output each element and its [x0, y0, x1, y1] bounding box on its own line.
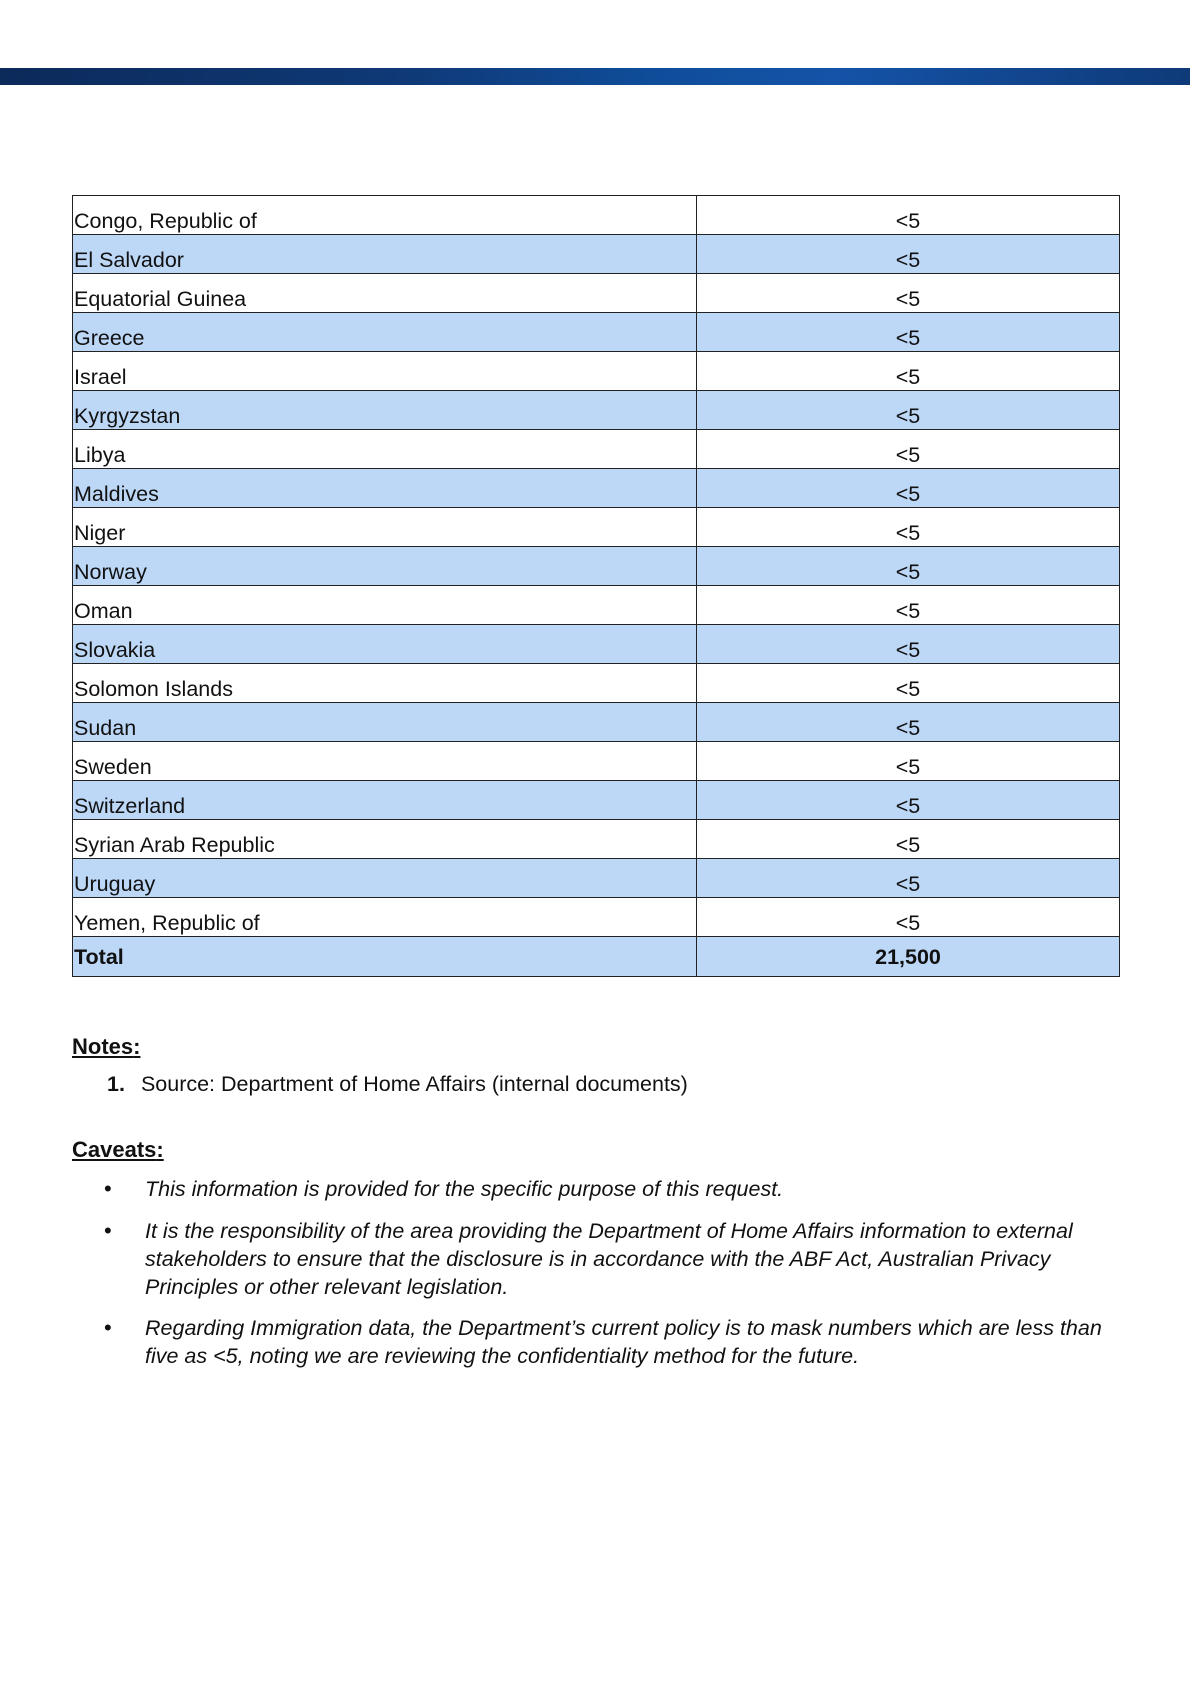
- table-row: [73, 820, 1120, 859]
- note-number: 1.: [107, 1072, 125, 1096]
- table-row: [73, 742, 1120, 781]
- table-row: [73, 664, 1120, 703]
- table-row: [73, 391, 1120, 430]
- value-cell: <5: [697, 742, 1120, 781]
- value-cell: <5: [697, 625, 1120, 664]
- country-cell: Greece: [73, 313, 697, 352]
- table-body: [73, 196, 1120, 977]
- caveats-heading: Caveats:: [72, 1137, 164, 1162]
- bullet-icon: •: [104, 1218, 112, 1243]
- table-row: [73, 235, 1120, 274]
- country-cell: Sweden: [73, 742, 697, 781]
- value-cell: <5: [697, 859, 1120, 898]
- value-cell: <5: [697, 508, 1120, 547]
- value-cell: <5: [697, 586, 1120, 625]
- value-cell: <5: [697, 196, 1120, 235]
- value-cell: <5: [697, 313, 1120, 352]
- country-cell: Oman: [73, 586, 697, 625]
- table-row: [73, 625, 1120, 664]
- table-row: [73, 586, 1120, 625]
- country-cell: Slovakia: [73, 625, 697, 664]
- value-cell: <5: [697, 235, 1120, 274]
- caveat-text: This information is provided for the specific purpose of this request.: [145, 1177, 784, 1201]
- caveat-item: [104, 1175, 1114, 1203]
- table-row: [73, 469, 1120, 508]
- table-row: [73, 781, 1120, 820]
- header-band: [0, 68, 1190, 85]
- country-cell: Libya: [73, 430, 697, 469]
- total-label: Total: [73, 937, 697, 977]
- country-cell: Solomon Islands: [73, 664, 697, 703]
- total-value: 21,500: [697, 937, 1120, 977]
- country-cell: Israel: [73, 352, 697, 391]
- caveat-text: It is the responsibility of the area providing the Department of Home Affairs information to external stakeholders to ensure that the disclosure is in accordance with the ABF Act, Australian Privacy Principles or other relevant legislation.: [145, 1219, 1073, 1299]
- value-cell: <5: [697, 430, 1120, 469]
- country-cell: Uruguay: [73, 859, 697, 898]
- total-row: [73, 937, 1120, 977]
- country-cell: Yemen, Republic of: [73, 898, 697, 937]
- bullet-icon: •: [104, 1315, 112, 1340]
- table-row: [73, 313, 1120, 352]
- country-count-table: [72, 195, 1120, 977]
- value-cell: <5: [697, 469, 1120, 508]
- country-cell: Switzerland: [73, 781, 697, 820]
- table-row: [73, 508, 1120, 547]
- value-cell: <5: [697, 703, 1120, 742]
- value-cell: <5: [697, 898, 1120, 937]
- note-text: Source: Department of Home Affairs (internal documents): [140, 1072, 688, 1096]
- country-cell: Maldives: [73, 469, 697, 508]
- value-cell: <5: [697, 547, 1120, 586]
- table-row: [73, 859, 1120, 898]
- notes-heading: Notes:: [72, 1034, 141, 1059]
- country-cell: Congo, Republic of: [73, 196, 697, 235]
- table-row: [73, 703, 1120, 742]
- note-item: [107, 1072, 688, 1097]
- table-row: [73, 898, 1120, 937]
- caveat-item: [104, 1314, 1114, 1370]
- country-cell: Syrian Arab Republic: [73, 820, 697, 859]
- table-row: [73, 352, 1120, 391]
- country-cell: Kyrgyzstan: [73, 391, 697, 430]
- value-cell: <5: [697, 664, 1120, 703]
- caveat-text: Regarding Immigration data, the Department’s current policy is to mask numbers which are less than five as <5, noting we are reviewing the confidentiality method for the future.: [145, 1316, 1102, 1368]
- value-cell: <5: [697, 820, 1120, 859]
- country-cell: Sudan: [73, 703, 697, 742]
- value-cell: <5: [697, 781, 1120, 820]
- table-row: [73, 196, 1120, 235]
- caveats-heading-text: Caveats: [72, 1137, 157, 1162]
- country-cell: Norway: [73, 547, 697, 586]
- table-row: [73, 547, 1120, 586]
- caveat-item: [104, 1217, 1114, 1301]
- value-cell: <5: [697, 274, 1120, 313]
- table-row: [73, 274, 1120, 313]
- country-cell: El Salvador: [73, 235, 697, 274]
- table-row: [73, 430, 1120, 469]
- notes-heading-text: Notes: [72, 1034, 134, 1059]
- country-cell: Equatorial Guinea: [73, 274, 697, 313]
- country-cell: Niger: [73, 508, 697, 547]
- bullet-icon: •: [104, 1176, 112, 1201]
- value-cell: <5: [697, 352, 1120, 391]
- value-cell: <5: [697, 391, 1120, 430]
